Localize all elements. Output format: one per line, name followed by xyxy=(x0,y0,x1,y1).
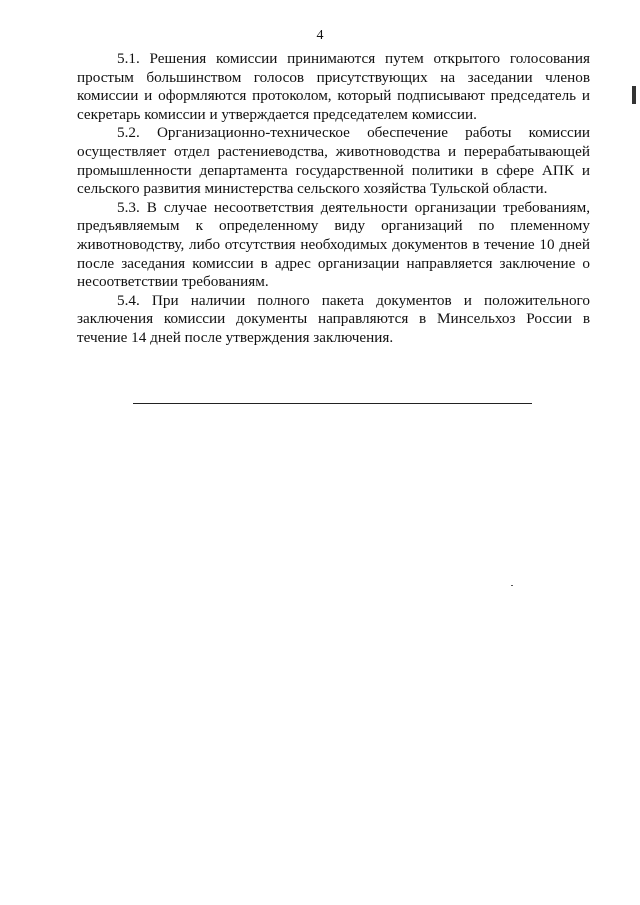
scan-speck xyxy=(511,585,513,586)
page-number: 4 xyxy=(316,28,324,43)
end-of-text-separator-line xyxy=(133,403,532,404)
scan-edge-mark xyxy=(632,86,636,104)
paragraph-5-1: 5.1. Решения комиссии принимаются путем открытого голосования простым большинством голосов присутствующих на заседании членов комиссии и оформляются протоколом, который подписывают председатель и секретарь комиссии и утверждается председателем комиссии. xyxy=(77,50,590,123)
document-body xyxy=(77,50,590,348)
paragraph-5-3: 5.3. В случае несоответствия деятельности организации требованиям, предъявляемым к определенному виду организаций по племенному животноводству, либо отсутствия необходимых документов в течение 10 дней после заседания комиссии в адрес организации направляется заключение о несоответствии требованиям. xyxy=(77,198,590,291)
paragraph-5-2: 5.2. Организационно-техническое обеспечение работы комиссии осуществляет отдел растениеводства, животноводства и перерабатывающей промышленности департамента государственной политики в сфере АПК и сельского развития министерства сельского хозяйства Тульской области. xyxy=(77,124,590,198)
paragraph-5-4: 5.4. При наличии полного пакета документов и положительного заключения комиссии документы направляются в Минсельхоз России в течение 14 дней после утверждения заключения. xyxy=(77,291,590,346)
